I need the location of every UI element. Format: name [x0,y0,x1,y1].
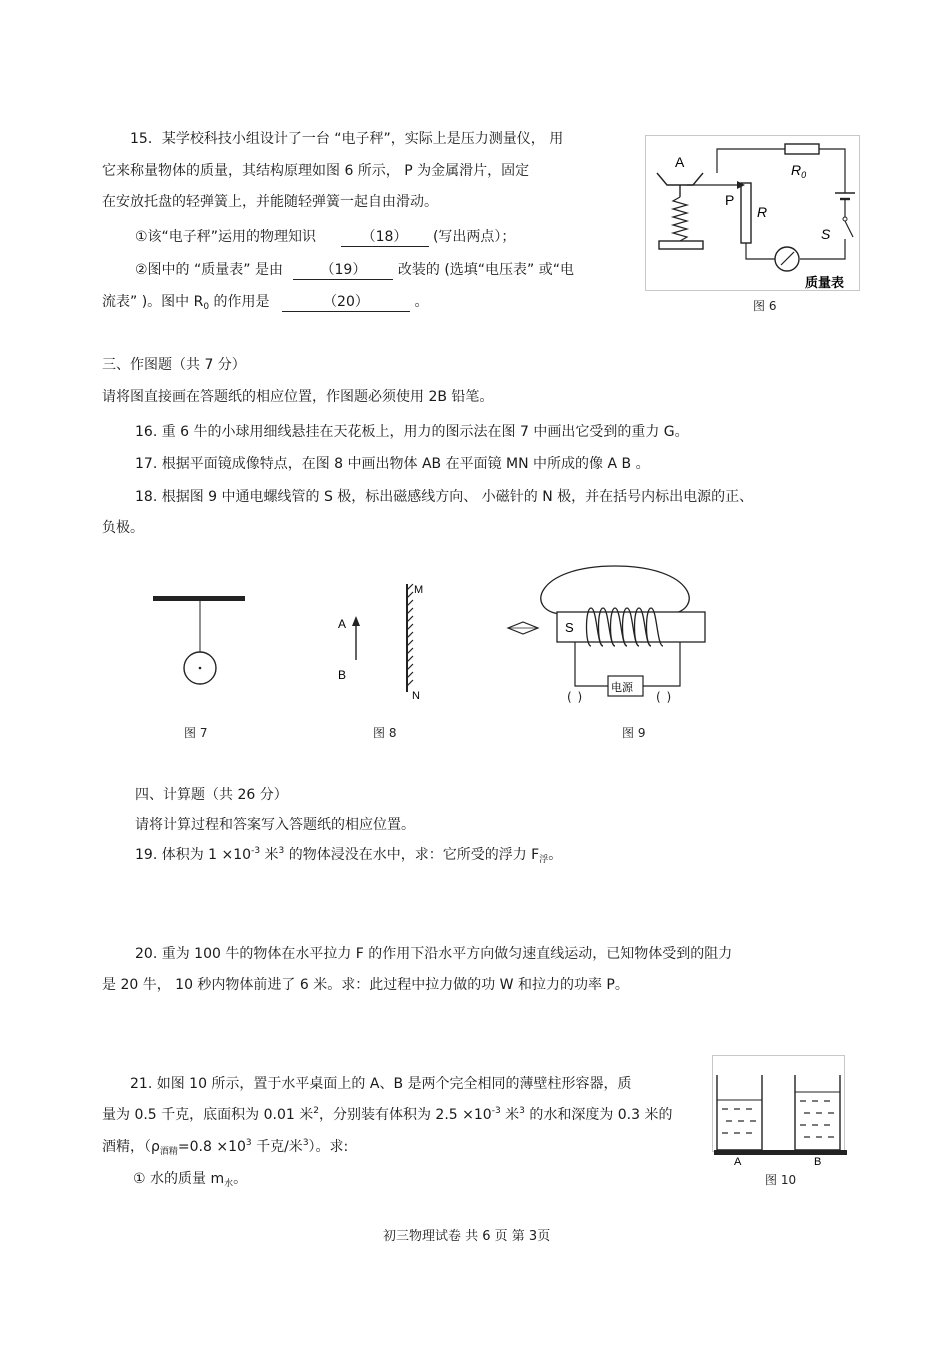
q21-line1: 21. 如图 10 所示，置于水平桌面上的 A、B 是两个完全相同的薄壁柱形容器，质 [130,1076,632,1092]
label-A: A [338,617,347,631]
wire-left [575,642,608,686]
q21-line2 [102,1106,673,1126]
section3-instructions: 请将图直接画在答题纸的相应位置，作图题必须使用 2B 铅笔。 [102,389,494,405]
wire-right-bottom [800,239,845,259]
q15-line6 [102,293,428,313]
q19-sub: 浮 [539,855,549,865]
figure-10-frame [713,1056,845,1152]
label-A: A [675,154,685,170]
q19-post: 的物体浸没在水中，求：它所受的浮力 F [284,847,540,863]
figure-6-caption: 图 6 [753,299,777,313]
q19-pre: 19. 体积为 1 ×10 [135,847,252,863]
figure-9-solenoid [505,558,720,713]
q18-line2: 负极。 [102,520,144,536]
q19 [135,846,562,866]
spring [673,197,687,241]
meter-label: 质量表 [805,275,845,290]
q21-b-mid: ，分别装有体积为 2.5 ×10 [318,1107,492,1123]
figure-10-caption: 图 10 [765,1173,797,1187]
q19-end: 。 [548,847,563,863]
label-P: P [725,192,735,208]
field-line [541,566,689,614]
q18-line1: 18. 根据图 9 中通电螺线管的 S 极，标出磁感线方向、 小磁针的 N 极，并在括号内标出电源的正、 [135,489,754,505]
answer-blank-18[interactable]: （18） [341,228,429,247]
q17: 17. 根据平面镜成像特点，在图 8 中画出物体 AB 在平面镜 MN 中所成的像 A B 。 [135,456,650,472]
wire-top-left [717,149,785,173]
meter-needle [781,252,794,265]
q21-line4 [133,1170,247,1190]
q20-line1: 20. 重为 100 牛的物体在水平拉力 F 的作用下沿水平方向做匀速直线运动，已知物体受到的阻力 [135,946,733,962]
table-surface [714,1150,847,1155]
q21-b-sup: 2 [313,1106,319,1116]
label-R0: $R_0$ [791,162,807,180]
figure-8-caption: 图 8 [373,726,397,740]
q15-line6-mid: 的作用是 [209,294,270,310]
switch-blade [845,221,853,237]
q21-c-sub: 酒精 [159,1147,178,1157]
q21-c-sup: 3 [245,1138,252,1148]
figure-7-pendulum [150,590,250,700]
label-M: M [414,584,424,596]
q15-line2: 它来称量物体的质量，其结构原理如图 6 所示， P 为金属滑片，固定 [102,163,530,179]
wire-bottom [746,243,775,259]
q21-d-post: 。 [233,1171,248,1187]
ball-center [199,667,202,670]
q21-c-mid: =0.8 ×10 [177,1139,246,1155]
q15-line6-pre: 流表” )。图中 R [102,294,204,310]
wire-top-right [819,149,845,193]
power-source-label: 电源 [611,682,633,694]
q19-mid: 米 [260,847,279,863]
q15-line5-post: 改装的 (选填“电压表” 或“电 [397,262,574,278]
q20-line2: 是 20 牛， 10 秒内物体前进了 6 米。求：此过程中拉力做的功 W 和拉力的功率 P。 [102,977,629,993]
figure-9-caption: 图 9 [622,726,646,740]
resistor-R0 [785,144,819,154]
q15-line5-pre: ②图中的 “质量表” 是由 [135,262,283,278]
q21-b-sup3: 3 [519,1106,525,1116]
q19-sup2: 3 [278,846,285,856]
object-arrowhead [352,616,360,626]
container-A [717,1075,762,1150]
figure-8-mirror [330,578,440,703]
label-N: N [412,690,420,702]
q19-sup1: -3 [251,846,261,856]
q15-line1: 15．某学校科技小组设计了一台 “电子秤”，实际上是压力测量仪， 用 [130,131,564,147]
water-dashes [722,1109,756,1133]
figure-6-circuit [645,135,865,295]
page-footer: 初三物理试卷 共 6 页 第 3页 [383,1229,551,1244]
q15-line6-sub: 0 [203,302,210,312]
switch-contact [843,217,847,221]
q21-line3 [102,1138,348,1158]
q15-line5 [135,261,574,280]
q15-line4-post: (写出两点）； [432,229,516,245]
q16: 16. 重 6 牛的小球用细线悬挂在天花板上，用力的图示法在图 7 中画出它受到的重力 G。 [135,424,689,440]
q21-c-post: ）。求: [308,1139,349,1155]
label-S: S [821,226,831,242]
q15-line6-post: 。 [414,294,429,310]
wire-right [643,642,680,686]
q21-b-post: 的水和深度为 0.3 米的 [524,1107,673,1123]
answer-blank-20[interactable]: （20） [282,293,410,312]
label-A: A [734,1156,742,1165]
q21-d-sub: 水 [224,1179,234,1189]
q21-c-sup2: 3 [302,1138,309,1148]
label-S: S [565,620,574,635]
paren-right: ( ) [656,690,673,704]
figure-7-caption: 图 7 [184,726,208,740]
label-B: B [814,1156,822,1165]
ceiling [153,596,245,601]
q15-line4-pre: ①该“电子秤”运用的物理知识 [135,229,317,245]
section4-title: 四、计算题（共 26 分） [135,787,288,803]
section3-title: 三、作图题（共 7 分） [102,357,246,373]
q21-c-pre: 酒精，（ρ [102,1139,160,1155]
resistor-R [741,183,751,243]
label-B: B [338,668,347,682]
answer-blank-19[interactable]: （19） [293,261,393,280]
base [659,241,703,249]
alcohol-dashes [800,1101,834,1137]
q21-b-pre: 量为 0.5 千克，底面积为 0.01 米 [102,1107,314,1123]
figure-10-containers [712,1055,850,1165]
q15-line4 [135,228,515,247]
q15-line3: 在安放托盘的轻弹簧上，并能随轻弹簧一起自由滑动。 [102,194,438,210]
q21-b-sup2: -3 [491,1106,501,1116]
tray [657,173,703,185]
section4-instructions: 请将计算过程和答案写入答题纸的相应位置。 [135,817,415,833]
q21-d-pre: ① 水的质量 m [133,1171,225,1187]
label-R: R [757,204,768,220]
q21-c-mid2: 千克/米 [251,1139,303,1155]
q21-b-mid2: 米 [500,1107,520,1123]
paren-left: ( ) [567,690,584,704]
